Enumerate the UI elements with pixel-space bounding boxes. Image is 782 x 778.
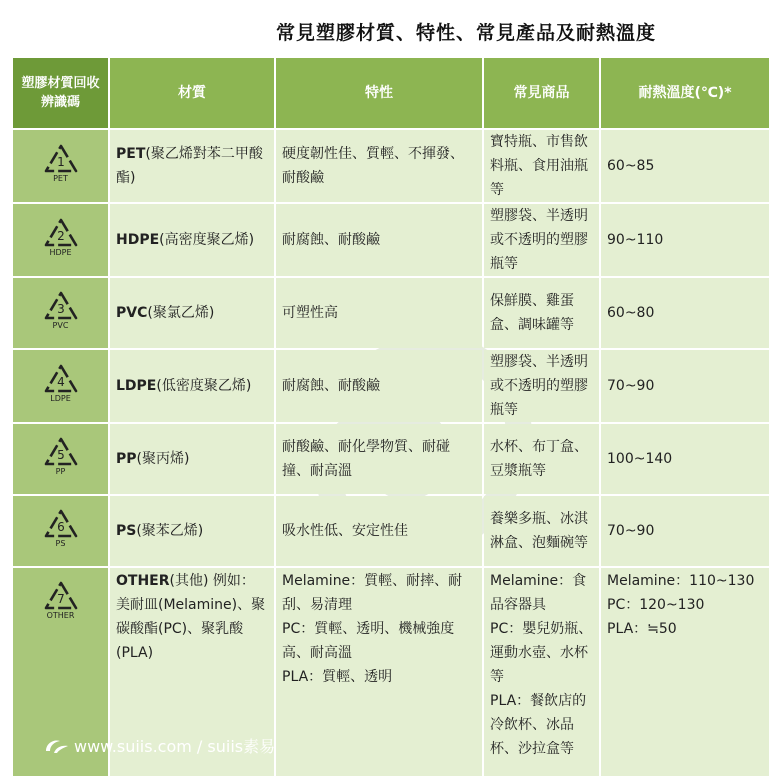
material-cell <box>110 496 274 566</box>
temperature-cell: 60~80 <box>601 278 769 348</box>
recycle-abbr: HDPE <box>49 248 72 257</box>
recycle-code-cell <box>13 350 108 422</box>
recycle-triangle-icon <box>38 436 84 476</box>
recycle-triangle-icon <box>38 217 84 257</box>
material-abbr: PET <box>116 146 146 162</box>
recycle-number: 7 <box>56 592 65 606</box>
recycle-abbr: PET <box>53 174 68 183</box>
header-property: 特性 <box>276 58 482 128</box>
temperature-cell: 90~110 <box>601 204 769 276</box>
property-line: PC：質輕、透明、機械強度高、耐高溫 <box>282 621 455 661</box>
recycle-triangle-icon <box>38 143 84 183</box>
products-cell: 保鮮膜、雞蛋盒、調味罐等 <box>484 278 599 348</box>
material-cell <box>110 424 274 494</box>
products-line: PLA：餐飲店的冷飲杯、冰品杯、沙拉盒等 <box>490 693 587 757</box>
recycle-number: 6 <box>56 520 65 534</box>
property-cell <box>276 568 482 776</box>
property-cell: 吸水性低、安定性佳 <box>276 496 482 566</box>
products-cell: 寶特瓶、市售飲料瓶、食用油瓶等 <box>484 130 599 202</box>
products-cell: 塑膠袋、半透明或不透明的塑膠瓶等 <box>484 204 599 276</box>
property-cell: 耐腐蝕、耐酸鹼 <box>276 350 482 422</box>
table-row <box>13 278 769 348</box>
page-title: 常見塑膠材質、特性、常見產品及耐熱溫度 <box>275 22 656 44</box>
recycle-number: 3 <box>56 302 65 316</box>
material-fullname: (其他) 例如：美耐皿(Melamine)、聚碳酸酯(PC)、聚乳酸(PLA) <box>116 573 266 661</box>
table-row <box>13 496 769 566</box>
recycle-abbr: LDPE <box>50 394 71 403</box>
temperature-cell: 70~90 <box>601 496 769 566</box>
property-line: Melamine：質輕、耐摔、耐刮、易清理 <box>282 573 463 613</box>
temperature-line: PC：120~130 <box>607 597 705 613</box>
material-cell <box>110 350 274 422</box>
recycle-abbr: PP <box>55 467 66 476</box>
header-recycling-code: 塑膠材質回收辨識碼 <box>13 58 108 128</box>
material-fullname: (聚苯乙烯) <box>136 523 204 539</box>
property-line: PLA：質輕、透明 <box>282 669 393 685</box>
material-abbr: PS <box>116 523 137 539</box>
table-row <box>13 350 769 422</box>
header-material: 材質 <box>110 58 274 128</box>
recycle-abbr: PS <box>55 539 66 548</box>
material-cell <box>110 278 274 348</box>
recycle-triangle-icon <box>38 363 84 403</box>
table-row <box>13 204 769 276</box>
products-cell: 水杯、布丁盒、豆漿瓶等 <box>484 424 599 494</box>
material-abbr: HDPE <box>116 232 160 248</box>
recycle-code-cell <box>13 204 108 276</box>
header-temperature: 耐熱溫度(℃)* <box>601 58 769 128</box>
material-fullname: (聚丙烯) <box>136 451 190 467</box>
recycle-number: 1 <box>56 155 65 169</box>
suiis-logo-icon <box>42 737 70 755</box>
products-line: Melamine：食品容器具 <box>490 573 587 613</box>
property-cell: 可塑性高 <box>276 278 482 348</box>
recycle-code-cell <box>13 278 108 348</box>
recycle-triangle-icon <box>38 580 84 620</box>
products-cell: 養樂多瓶、冰淇淋盒、泡麵碗等 <box>484 496 599 566</box>
recycle-abbr: OTHER <box>46 611 75 620</box>
table-header-row <box>13 58 769 128</box>
table-row <box>13 424 769 494</box>
recycle-code-cell <box>13 424 108 494</box>
material-fullname: (高密度聚乙烯) <box>159 232 255 248</box>
recycle-abbr: PVC <box>52 321 69 330</box>
recycle-number: 2 <box>56 229 65 243</box>
temperature-cell <box>601 568 769 776</box>
plastics-table <box>11 56 771 778</box>
material-cell <box>110 204 274 276</box>
temperature-line: Melamine：110~130 <box>607 573 755 589</box>
material-fullname: (低密度聚乙烯) <box>156 378 252 394</box>
products-cell: 塑膠袋、半透明或不透明的塑膠瓶等 <box>484 350 599 422</box>
products-cell <box>484 568 599 776</box>
recycle-number: 4 <box>56 375 65 389</box>
recycle-code-cell <box>13 496 108 566</box>
recycle-number: 5 <box>56 448 65 462</box>
temperature-cell: 100~140 <box>601 424 769 494</box>
header-products: 常見商品 <box>484 58 599 128</box>
recycle-code-cell <box>13 130 108 202</box>
recycle-triangle-icon <box>38 290 84 330</box>
material-abbr: PP <box>116 451 137 467</box>
material-abbr: LDPE <box>116 378 157 394</box>
material-fullname: (聚氯乙烯) <box>147 305 215 321</box>
temperature-cell: 70~90 <box>601 350 769 422</box>
footer-credit <box>42 734 275 757</box>
temperature-cell: 60~85 <box>601 130 769 202</box>
material-cell <box>110 130 274 202</box>
material-abbr: PVC <box>116 305 148 321</box>
property-cell: 耐酸鹼、耐化學物質、耐碰撞、耐高溫 <box>276 424 482 494</box>
temperature-line: PLA：≒50 <box>607 621 677 637</box>
property-cell: 耐腐蝕、耐酸鹼 <box>276 204 482 276</box>
recycle-triangle-icon <box>38 508 84 548</box>
products-line: PC：嬰兒奶瓶、運動水壺、水杯等 <box>490 621 593 685</box>
table-row <box>13 130 769 202</box>
material-fullname: (聚乙烯對苯二甲酸酯) <box>116 146 263 186</box>
property-cell: 硬度韌性佳、質輕、不揮發、耐酸鹼 <box>276 130 482 202</box>
footer-text: www.suiis.com / suiis素易 <box>74 737 276 756</box>
material-abbr: OTHER <box>116 573 170 589</box>
